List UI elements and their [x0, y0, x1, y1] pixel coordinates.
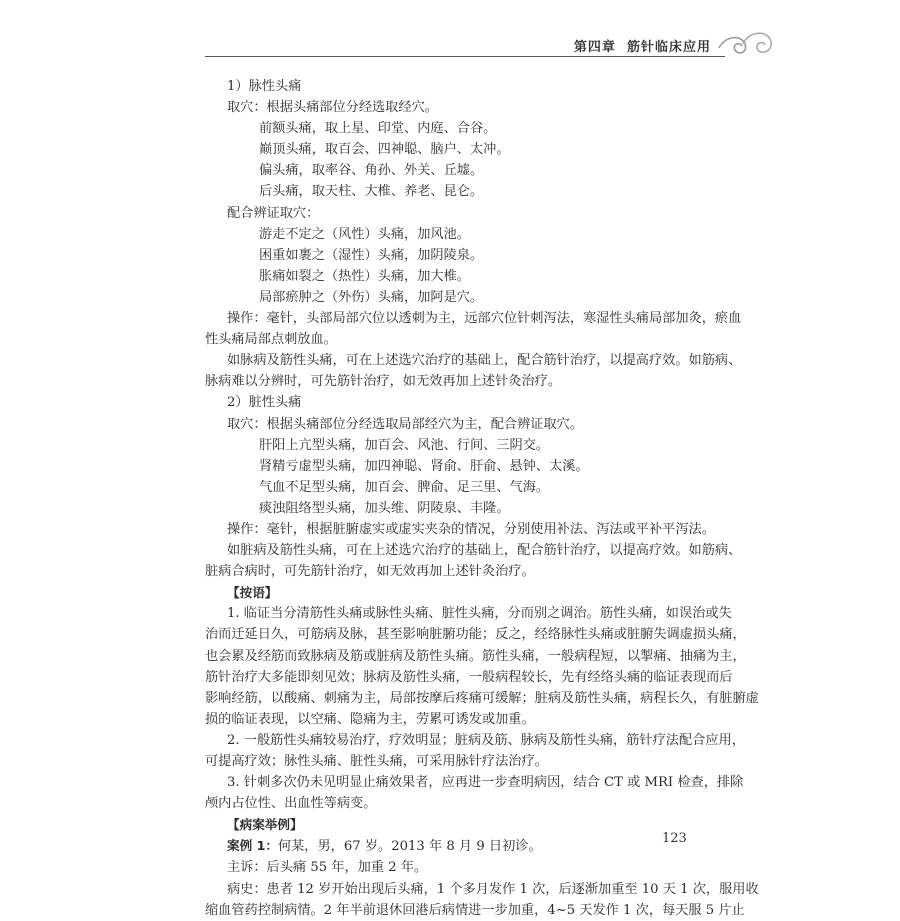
paragraph-line: 配合辨证取穴：: [227, 205, 320, 221]
list-item: 局部瘀肿之（外伤）头痛，加阿是穴。: [259, 289, 484, 305]
paragraph-line: 操作：毫针，头部局部穴位以透刺为主，远部穴位针刺泻法，寒湿性头痛局部加灸，瘀血: [227, 311, 742, 327]
case-line: [205, 835, 705, 857]
paragraph-line: 筋针治疗大多能即刻见效；脉病及筋性头痛，一般病程较长，先有经络头痛的临证表现而后: [205, 669, 733, 685]
case-examples-heading: 【病案举例】: [227, 817, 303, 833]
running-head-chapter: 第四章: [573, 40, 616, 55]
case-info: 何某，男，67 岁。2013 年 8 月 9 日初诊。: [277, 839, 542, 855]
paragraph-line: 性头痛局部点刺放血。: [205, 332, 337, 348]
section-heading-organ-headache: 2）脏性头痛: [227, 395, 302, 411]
list-item: 肾精亏虚型头痛，加四神聪、肾俞、肝俞、悬钟、太溪。: [259, 458, 589, 474]
running-head: [574, 36, 711, 55]
list-item: 游走不定之（风性）头痛，加风池。: [259, 226, 470, 242]
paragraph-line: 3. 针刺多次仍未见明显止痛效果者，应再进一步查明病因，结合 CT 或 MRI 检查，排除: [227, 775, 744, 791]
paragraph-line: 病史：患者 12 岁开始出现后头痛，1 个多月发作 1 次，后逐渐加重至 10 天 1 次，服用收: [227, 881, 759, 897]
list-item: 气血不足型头痛，加百会、脾俞、足三里、气海。: [259, 479, 550, 495]
paragraph-line: 取穴：根据头痛部位分经选取经穴。: [227, 100, 438, 116]
paragraph-line: 脉病难以分辨时，可先筋针治疗，如无效再加上述针灸治疗。: [205, 374, 562, 390]
page-header: [205, 36, 775, 56]
body-text: [205, 76, 759, 921]
page-number: 123: [662, 831, 687, 846]
paragraph-line: 2. 一般筋性头痛较易治疗，疗效明显；脏病及筋、脉病及筋性头痛，筋针疗法配合应用，: [227, 732, 745, 748]
paragraph-line: 1. 临证当分清筋性头痛或脉性头痛、脏性头痛，分而别之调治。筋性头痛，如误治或失: [227, 606, 732, 622]
running-head-title: 筋针临床应用: [626, 40, 711, 55]
list-item: 偏头痛，取率谷、角孙、外关、丘墟。: [259, 163, 484, 179]
paragraph-line: 损的临证表现，以空痛、隐痛为主，劳累可诱发或加重。: [205, 711, 535, 727]
paragraph-line: 也会累及经筋而致脉病及筋或脏病及筋性头痛。筋性头痛，一般病程短，以掣痛、抽痛为主，: [205, 648, 746, 664]
paragraph-line: 缩血管药控制病情。2 年半前退休回港后病情进一步加重，4~5 天发作 1 次，每天服 5 片止: [205, 902, 745, 918]
paragraph-line: 影响经筋，以酸痛、刺痛为主，局部按摩后疼痛可缓解；脏病及筋性头痛，病程长久，有脏腑虚: [205, 690, 759, 706]
paragraph-line: 治而迁延日久，可筋病及脉，甚至影响脏腑功能；反之，经络脉性头痛或脏腑失调虚损头痛，: [205, 627, 746, 643]
paragraph-line: 脏病合病时，可先筋针治疗，如无效再加上述针灸治疗。: [205, 564, 535, 580]
list-item: 痰浊阻络型头痛，加头维、阴陵泉、丰隆。: [259, 500, 510, 516]
list-item: 后头痛，取天柱、大椎、养老、昆仑。: [259, 184, 484, 200]
list-item: 前额头痛，取上星、印堂、内庭、合谷。: [259, 121, 497, 137]
paragraph-line: 如脉病及筋性头痛，可在上述选穴治疗的基础上，配合筋针治疗，以提高疗效。如筋病、: [227, 353, 742, 369]
section-heading-pulse-headache: 1）脉性头痛: [227, 79, 302, 94]
cloud-ornament-icon: [715, 26, 775, 60]
paragraph-line: 颅内占位性、出血性等病变。: [205, 796, 377, 812]
list-item: 胀痛如裂之（热性）头痛，加大椎。: [259, 268, 470, 284]
paragraph-line: 取穴：根据头痛部位分经选取局部经穴为主，配合辨证取穴。: [227, 416, 584, 432]
paragraph-line: 操作：毫针，根据脏腑虚实或虚实夹杂的情况，分别使用补法、泻法或平补平泻法。: [227, 521, 715, 537]
paragraph-line: 如脏病及筋性头痛，可在上述选穴治疗的基础上，配合筋针治疗，以提高疗效。如筋病、: [227, 543, 742, 559]
header-rule: [205, 56, 725, 57]
list-item: 巅顶头痛，取百会、四神聪、脑户、太冲。: [259, 142, 510, 158]
case-label: 案例 1：: [227, 838, 278, 854]
paragraph-line: 可提高疗效；脉性头痛、脏性头痛，可采用脉针疗法治疗。: [205, 754, 548, 769]
list-item: 肝阳上亢型头痛，加百会、风池、行间、三阴交。: [259, 437, 550, 453]
list-item: 困重如裹之（湿性）头痛，加阴陵泉。: [259, 247, 484, 263]
paragraph-line: 主诉：后头痛 55 年，加重 2 年。: [227, 860, 428, 876]
notes-heading: 【按语】: [227, 585, 278, 601]
